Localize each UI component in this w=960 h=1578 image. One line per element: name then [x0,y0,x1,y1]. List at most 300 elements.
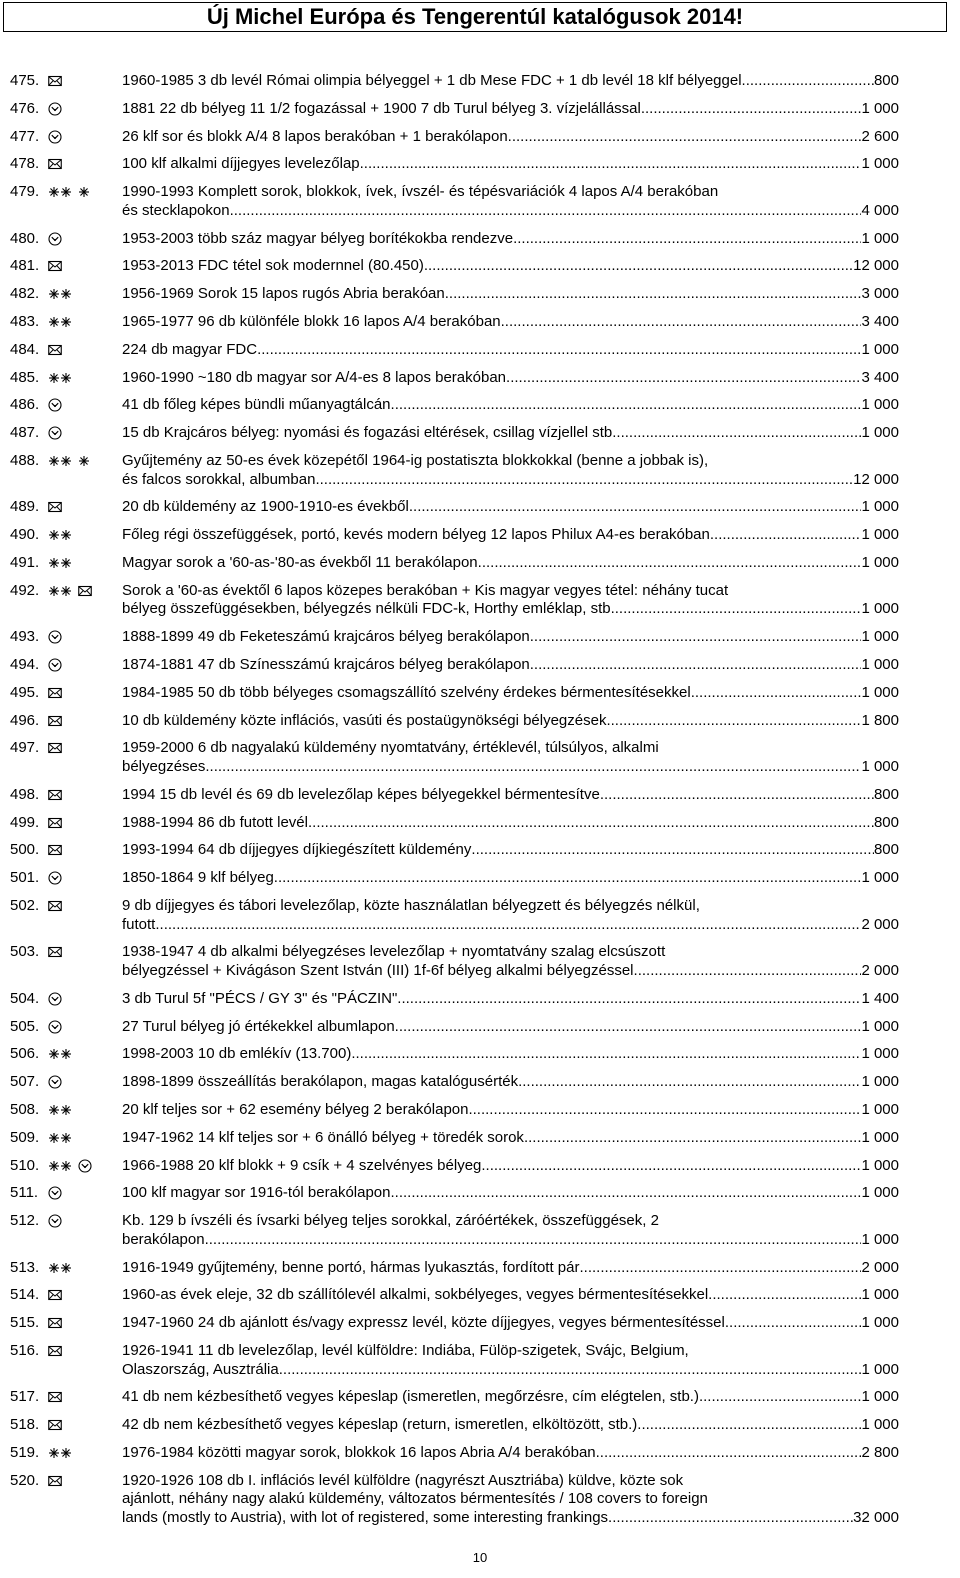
catalog-entry [0,1045,960,1064]
lot-number: 508. [10,1101,40,1118]
description-line: 1874-1881 47 db Színesszámú krajcáros bélyeg berakólapon [122,656,530,673]
lot-description [122,1045,899,1064]
lot-price: 1 000 [861,1073,899,1091]
catalog-entry [0,230,960,249]
description-line: ajánlott, néhány nagy alakú küldemény, változatos bérmentesítés / 108 covers to foreign [122,1490,708,1508]
lot-description [122,369,899,388]
description-line: lands (mostly to Austria), with lot of registered, some interesting frankings [122,1508,609,1526]
lot-icons [48,739,118,757]
postmark-icon [48,992,62,1006]
lot-number: 501. [10,869,40,887]
catalog-entry [0,554,960,573]
description-line: 1953-2013 FDC tétel sok modernnel (80.450) [122,257,424,275]
lot-icons [48,1073,118,1091]
lot-number: 520. [10,1471,40,1489]
catalog-entry [0,1416,960,1435]
lot-description [122,897,899,934]
lot-price: 2 000 [861,1258,899,1276]
dot-leader [155,916,861,935]
lot-icons [48,1259,118,1277]
lot-number: 475. [10,72,40,89]
lot-number: 493. [10,628,40,646]
catalog-entry [0,341,960,360]
lot-icons [48,100,118,118]
description-line: 3 db Turul 5f "PÉCS / GY 3" és "PÁCZIN" [122,989,398,1007]
lot-price: 1 000 [861,1286,899,1304]
lot-number: 507. [10,1073,40,1091]
catalog-entry [0,943,960,980]
page-header [3,2,947,32]
lot-number: 509. [10,1128,40,1146]
description-line: 15 db Krajcáros bélyeg: nyomási és fogazási eltérések, csillag vízjellel stb [122,424,613,442]
postmark-icon [48,232,62,246]
description-line: 1959-2000 6 db nagyalakú küldemény nyomtatvány, értéklevél, túlsúlyos, alkalmi [122,739,659,757]
catalog-entry [0,1157,960,1176]
lot-icons [48,869,118,887]
lot-description [122,257,899,276]
dot-leader [580,1259,862,1278]
lot-description [122,656,899,675]
lot-icons [48,452,118,470]
description-line: 1898-1899 összeállítás berakólapon, magas katalógusérték [122,1073,519,1091]
dot-leader [360,155,862,174]
catalog-entry [0,424,960,443]
lot-icons [48,1212,118,1230]
envelope-icon [48,1288,62,1302]
postmark-icon [48,871,62,885]
lot-number: 483. [10,313,40,330]
lot-icons [48,712,118,730]
dot-leader [506,369,861,388]
catalog-entry [0,285,960,304]
envelope-icon [48,1390,62,1404]
catalog-entry [0,100,960,119]
lot-price: 1 000 [861,526,899,544]
lot-description [122,526,899,545]
dot-leader [600,786,874,805]
lot-icons [48,313,118,331]
description-line: 1916-1949 gyűjtemény, benne portó, hármas lyukasztás, fordított pár [122,1258,580,1276]
dot-leader [742,72,874,91]
description-line: 1966-1988 20 klf blokk + 9 csík + 4 szelvényes bélyeg [122,1156,482,1174]
envelope-icon [48,1344,62,1358]
dot-leader [445,285,862,304]
dot-leader [391,396,862,415]
description-line: 1998-2003 10 db emlékív (13.700) [122,1045,352,1063]
lot-icons [48,285,118,303]
lot-number: 510. [10,1156,40,1174]
lot-number: 478. [10,155,40,173]
page-title: Új Michel Európa és Tengerentúl katalógusok 2014! [206,4,744,29]
description-line: 1988-1994 86 db futott levél [122,813,308,831]
lot-number: 503. [10,943,40,961]
asterisk-icon [78,185,90,199]
description-line: 41 db főleg képes bündli műanyagtálcán [122,396,391,414]
dot-leader [710,526,862,545]
description-line: bélyegzéses [122,757,206,775]
description-line: futott [122,915,156,933]
postmark-icon [48,1075,62,1089]
lot-price: 1 000 [861,1388,899,1406]
lot-icons [48,656,118,674]
lot-icons [48,526,118,544]
lot-number: 476. [10,99,40,117]
dot-leader [205,758,861,777]
description-line: 1960-as évek eleje, 32 db szállítólevél alkalmi, sokbélyeges, vegyes bérmentesítésekkel [122,1286,709,1304]
lot-description [122,1212,899,1249]
lot-number: 491. [10,554,40,571]
lot-number: 477. [10,127,40,145]
dot-leader [478,554,862,573]
envelope-icon [48,259,62,273]
lot-number: 481. [10,257,40,275]
lot-icons [48,628,118,646]
lot-number: 498. [10,785,40,803]
lot-number: 489. [10,498,40,516]
description-line: 100 klf magyar sor 1916-tól berakólapon [122,1184,391,1202]
description-line: Főleg régi összefüggések, portó, kevés modern bélyeg 12 lapos Philux A4-es berakóban [122,526,710,544]
description-line: 1850-1864 9 klf bélyeg [122,869,274,887]
catalog-entry [0,869,960,888]
lot-number: 490. [10,526,40,544]
description-line: 1947-1960 24 db ajánlott és/vagy expressz levél, közte díjjegyes, vegyes bérmentesítéssel [122,1314,725,1332]
lot-icons [48,155,118,173]
lot-price: 1 400 [861,989,899,1007]
lot-icons [48,341,118,359]
lot-price: 1 000 [861,340,899,358]
lot-icons [48,990,118,1008]
postmark-icon [48,1214,62,1228]
double-asterisk-icon [48,1446,72,1460]
lot-number: 496. [10,711,40,729]
catalog-entry [0,498,960,517]
description-line: 10 db küldemény közte inflációs, vasúti és postaügynökségi bélyegzések [122,711,607,729]
dot-leader [637,1416,861,1435]
envelope-icon [48,74,62,88]
lot-number: 479. [10,183,40,201]
lot-number: 484. [10,340,40,358]
lot-price: 1 000 [861,554,899,571]
lot-description [122,943,899,980]
catalog-entry [0,684,960,703]
lot-price: 12 000 [853,257,899,275]
lot-icons [48,897,118,915]
dot-leader [205,1231,862,1250]
dot-leader [615,600,862,619]
catalog-entry [0,990,960,1009]
dot-leader [530,628,862,647]
double-asterisk-icon [48,315,72,329]
double-asterisk-icon [48,454,72,468]
lot-description [122,582,899,619]
lot-number: 517. [10,1388,40,1406]
catalog-entry [0,786,960,805]
lot-icons [48,1101,118,1119]
dot-leader [513,230,861,249]
description-line: és falcos sorokkal, albumban [122,470,316,488]
catalog-entry [0,369,960,388]
description-line: berakólapon [122,1230,205,1248]
lot-description [122,554,899,573]
double-asterisk-icon [48,1261,72,1275]
description-line: és stecklapokon [122,201,230,219]
dot-leader [424,257,853,276]
lot-price: 32 000 [853,1508,899,1526]
lot-price: 4 000 [861,201,899,219]
lot-price: 1 000 [861,99,899,117]
lot-price: 1 000 [861,1128,899,1146]
lot-price: 1 000 [861,1360,899,1378]
lot-description [122,786,899,805]
dot-leader [501,313,862,332]
dot-leader [530,656,862,675]
lot-price: 1 000 [861,1314,899,1332]
dot-leader [524,1129,862,1148]
lot-price: 1 000 [861,683,899,701]
catalog-entry [0,1101,960,1120]
envelope-icon [48,741,62,755]
dot-leader [518,1073,861,1092]
description-line: 1976-1984 közötti magyar sorok, blokkok 16 lapos Abria A/4 berakóban [122,1444,596,1461]
lot-price: 3 400 [861,313,899,330]
lot-icons [48,684,118,702]
description-line: Magyar sorok a '60-as-'80-as évekből 11 berakólapon [122,554,478,571]
envelope-icon [48,843,62,857]
lot-number: 497. [10,739,40,757]
catalog-entry [0,1342,960,1379]
dot-leader [691,684,862,703]
lot-description [122,712,899,731]
dot-leader [391,1184,862,1203]
dot-leader [641,100,862,119]
catalog-entry [0,712,960,731]
lot-description [122,990,899,1009]
description-line: 1953-2003 több száz magyar bélyeg borítékokba rendezve [122,229,514,247]
description-line: 1984-1985 50 db több bélyeges csomagszállító szelvény érdekes bérmentesítésekkel [122,683,691,701]
lot-description [122,841,899,860]
lot-icons [48,1184,118,1202]
envelope-icon [48,816,62,830]
catalog-entry [0,183,960,220]
lot-price: 1 000 [861,757,899,775]
lot-price: 1 800 [861,711,899,729]
lot-icons [48,554,118,572]
lot-description [122,230,899,249]
catalog-entry [0,1472,960,1528]
lot-description [122,1314,899,1333]
dot-leader [708,1286,861,1305]
lot-description [122,739,899,776]
lot-icons [48,1157,118,1175]
catalog-entry [0,396,960,415]
lot-number: 500. [10,841,40,859]
dot-leader [699,1388,861,1407]
description-line: Gyűjtemény az 50-es évek közepétől 1964-ig postatiszta blokkokkal (benne a jobbak is), [122,452,709,469]
lot-description [122,1018,899,1037]
lot-description [122,128,899,147]
lot-description [122,1157,899,1176]
lot-icons [48,424,118,442]
envelope-icon [48,714,62,728]
lot-price: 1 000 [861,1017,899,1035]
lot-number: 514. [10,1286,40,1304]
description-line: 27 Turul bélyeg jó értékekkel albumlapon [122,1017,395,1035]
double-asterisk-icon [48,371,72,385]
lot-icons [48,1129,118,1147]
dot-leader [612,424,861,443]
postmark-icon [48,426,62,440]
lot-number: 482. [10,285,40,303]
page-number: 10 [472,1550,488,1565]
lot-price: 1 000 [861,1101,899,1118]
lot-price: 800 [873,72,899,89]
lot-price: 1 000 [861,424,899,442]
catalog-entry [0,628,960,647]
catalog-entry [0,155,960,174]
lot-description [122,424,899,443]
lot-number: 480. [10,229,40,247]
lot-number: 502. [10,897,40,914]
lot-description [122,1073,899,1092]
dot-leader [725,1314,862,1333]
lot-description [122,1259,899,1278]
lot-icons [48,814,118,832]
lot-description [122,72,899,91]
lot-number: 492. [10,581,40,599]
lot-icons [48,582,118,600]
lot-description [122,1416,899,1435]
lot-description [122,341,899,360]
catalog-entry [0,257,960,276]
postmark-icon [48,1020,62,1034]
catalog-entry [0,1286,960,1305]
lot-icons [48,1342,118,1360]
lot-number: 494. [10,656,40,673]
description-line: 41 db nem kézbesíthető vegyes képeslap (ismeretlen, megőrzésre, cím elégtelen, stb.) [122,1388,699,1406]
catalog-entry [0,1212,960,1249]
lot-description [122,628,899,647]
dot-leader [274,869,862,888]
description-line: 20 klf teljes sor + 62 esemény bélyeg 2 berakólapon [122,1101,469,1118]
lot-description [122,869,899,888]
postmark-icon [48,1186,62,1200]
dot-leader [351,1045,861,1064]
description-line: 1993-1994 64 db díjjegyes díjkiegészített küldemény [122,841,472,859]
lot-icons [48,498,118,516]
catalog-entry [0,1444,960,1463]
lot-price: 1 000 [861,1045,899,1063]
lot-icons [48,128,118,146]
envelope-icon [48,500,62,514]
lot-price: 1 000 [861,229,899,247]
dot-leader [596,1444,862,1463]
lot-description [122,1388,899,1407]
lot-number: 513. [10,1258,40,1276]
double-asterisk-icon [48,1131,72,1145]
lot-description [122,684,899,703]
description-line: 26 klf sor és blokk A/4 8 lapos berakóban + 1 berakólapon [122,127,508,145]
lot-icons [48,1388,118,1406]
description-line: 1956-1969 Sorok 15 lapos rugós Abria berakóan [122,285,445,303]
lot-number: 488. [10,452,40,469]
lot-number: 512. [10,1212,40,1230]
catalog-entry [0,452,960,489]
lot-icons [48,1416,118,1434]
lot-number: 495. [10,683,40,701]
lot-price: 800 [873,813,899,831]
description-line: 1947-1962 14 klf teljes sor + 6 önálló bélyeg + töredék sorok [122,1128,524,1146]
lot-icons [48,1444,118,1462]
description-line: 42 db nem kézbesíthető vegyes képeslap (return, ismeretlen, elköltözött, stb.) [122,1416,638,1434]
dot-leader [230,202,862,221]
dot-leader [481,1157,861,1176]
double-asterisk-icon [48,1159,72,1173]
double-asterisk-icon [48,185,72,199]
lot-number: 485. [10,368,40,386]
dot-leader [608,1509,853,1528]
lot-icons [48,396,118,414]
description-line: 224 db magyar FDC [122,340,258,358]
lot-icons [48,1286,118,1304]
description-line: 1888-1899 49 db Feketeszámú krajcáros bélyeg berakólapon [122,628,530,646]
lot-price: 2 000 [861,915,899,933]
dot-leader [468,1101,861,1120]
lot-description [122,498,899,517]
description-line: 1920-1926 108 db I. inflációs levél külföldre (nagyrészt Ausztriába) küldve, közte sok [122,1471,684,1489]
lot-icons [48,1045,118,1063]
lot-price: 1 000 [861,628,899,646]
lot-description [122,313,899,332]
lot-description [122,100,899,119]
double-asterisk-icon [48,1047,72,1061]
lot-price: 1 000 [861,396,899,414]
lot-icons [48,1472,118,1490]
lot-description [122,814,899,833]
lot-price: 800 [873,841,899,859]
postmark-icon [78,1159,92,1173]
dot-leader [315,471,853,490]
description-line: 20 db küldemény az 1900-1910-es évekből [122,498,409,516]
lot-price: 1 000 [861,600,899,618]
envelope-icon [48,1316,62,1330]
description-line: Kb. 129 b ívszéli és ívsarki bélyeg teljes sorokkal, záróértékek, összefüggések, 2 [122,1212,659,1230]
description-line: 9 db díjjegyes és tábori levelezőlap, közte használatlan bélyegzett és bélyegzés nélkül, [122,897,700,914]
lot-price: 1 000 [861,155,899,173]
description-line: 1990-1993 Komplett sorok, blokkok, ívek, ívszél- és tépésvariációk 4 lapos A/4 berakóban [122,183,719,201]
lot-description [122,1129,899,1148]
catalog-entry [0,313,960,332]
double-asterisk-icon [48,556,72,570]
catalog-entry [0,841,960,860]
dot-leader [397,990,861,1009]
lot-number: 486. [10,396,40,414]
catalog-entry [0,739,960,776]
catalog-entry [0,656,960,675]
description-line: 1881 22 db bélyeg 11 1/2 fogazással + 1900 7 db Turul bélyeg 3. vízjelállással [122,99,641,117]
postmark-icon [48,398,62,412]
catalog-entry [0,582,960,619]
lot-icons [48,841,118,859]
dot-leader [634,962,862,981]
lot-icons [48,943,118,961]
lot-description [122,452,899,489]
lot-description [122,285,899,304]
lot-icons [48,1018,118,1036]
lot-icons [48,230,118,248]
double-asterisk-icon [48,1103,72,1117]
postmark-icon [48,102,62,116]
lot-price: 1 000 [861,1416,899,1434]
